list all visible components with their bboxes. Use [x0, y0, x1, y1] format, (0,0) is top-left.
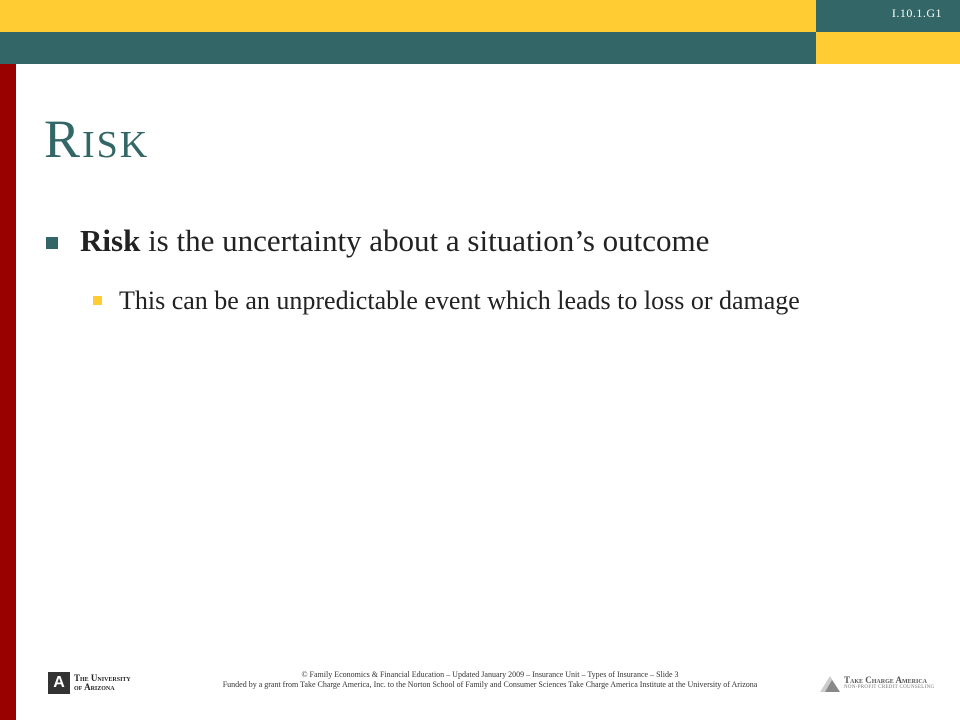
- bullet-text: [80, 222, 906, 259]
- sub-bullet-text: This can be an unpredictable event which leads to loss or damage: [119, 286, 800, 315]
- take-charge-america-text: [844, 676, 934, 690]
- sub-bullet-square-icon: [93, 296, 102, 305]
- university-logo-line2: of Arizona: [74, 682, 115, 692]
- footer-funding: Funded by a grant from Take Charge America, Inc. to the Norton School of Family and Consumer Sciences Take Charge America Institute at the University of Arizona: [222, 680, 758, 689]
- slide-code: I.10.1.G1: [891, 6, 942, 20]
- university-logo-line1: The University: [74, 672, 131, 683]
- take-charge-america-logo: [820, 672, 946, 694]
- tca-sub-text: NON-PROFIT CREDIT COUNSELING: [844, 685, 935, 690]
- bullet-definition: is the uncertainty about a situation’s outcome: [140, 223, 710, 258]
- footer-credits: [150, 670, 830, 690]
- bullet-item: [46, 222, 906, 259]
- bullet-term: Risk: [80, 223, 141, 258]
- footer-copyright: © Family Economics & Financial Education – Updated January 2009 – Insurance Unit – Types of Insurance – Slide 3: [301, 670, 679, 679]
- arizona-a-icon: A: [48, 672, 70, 694]
- university-logo-text: [74, 674, 131, 693]
- slide-title: Risk: [44, 109, 150, 169]
- left-accent-bar: [0, 64, 16, 720]
- sub-bullet-item: [93, 284, 873, 318]
- slide-code-box: [816, 0, 960, 32]
- header-corner-yellow: [816, 32, 960, 64]
- header-teal-band: [0, 32, 816, 64]
- take-charge-america-icon: [820, 674, 840, 692]
- university-of-arizona-logo: [48, 671, 144, 695]
- tca-main-text: Take Charge America: [844, 675, 928, 685]
- bullet-square-icon: [46, 237, 58, 249]
